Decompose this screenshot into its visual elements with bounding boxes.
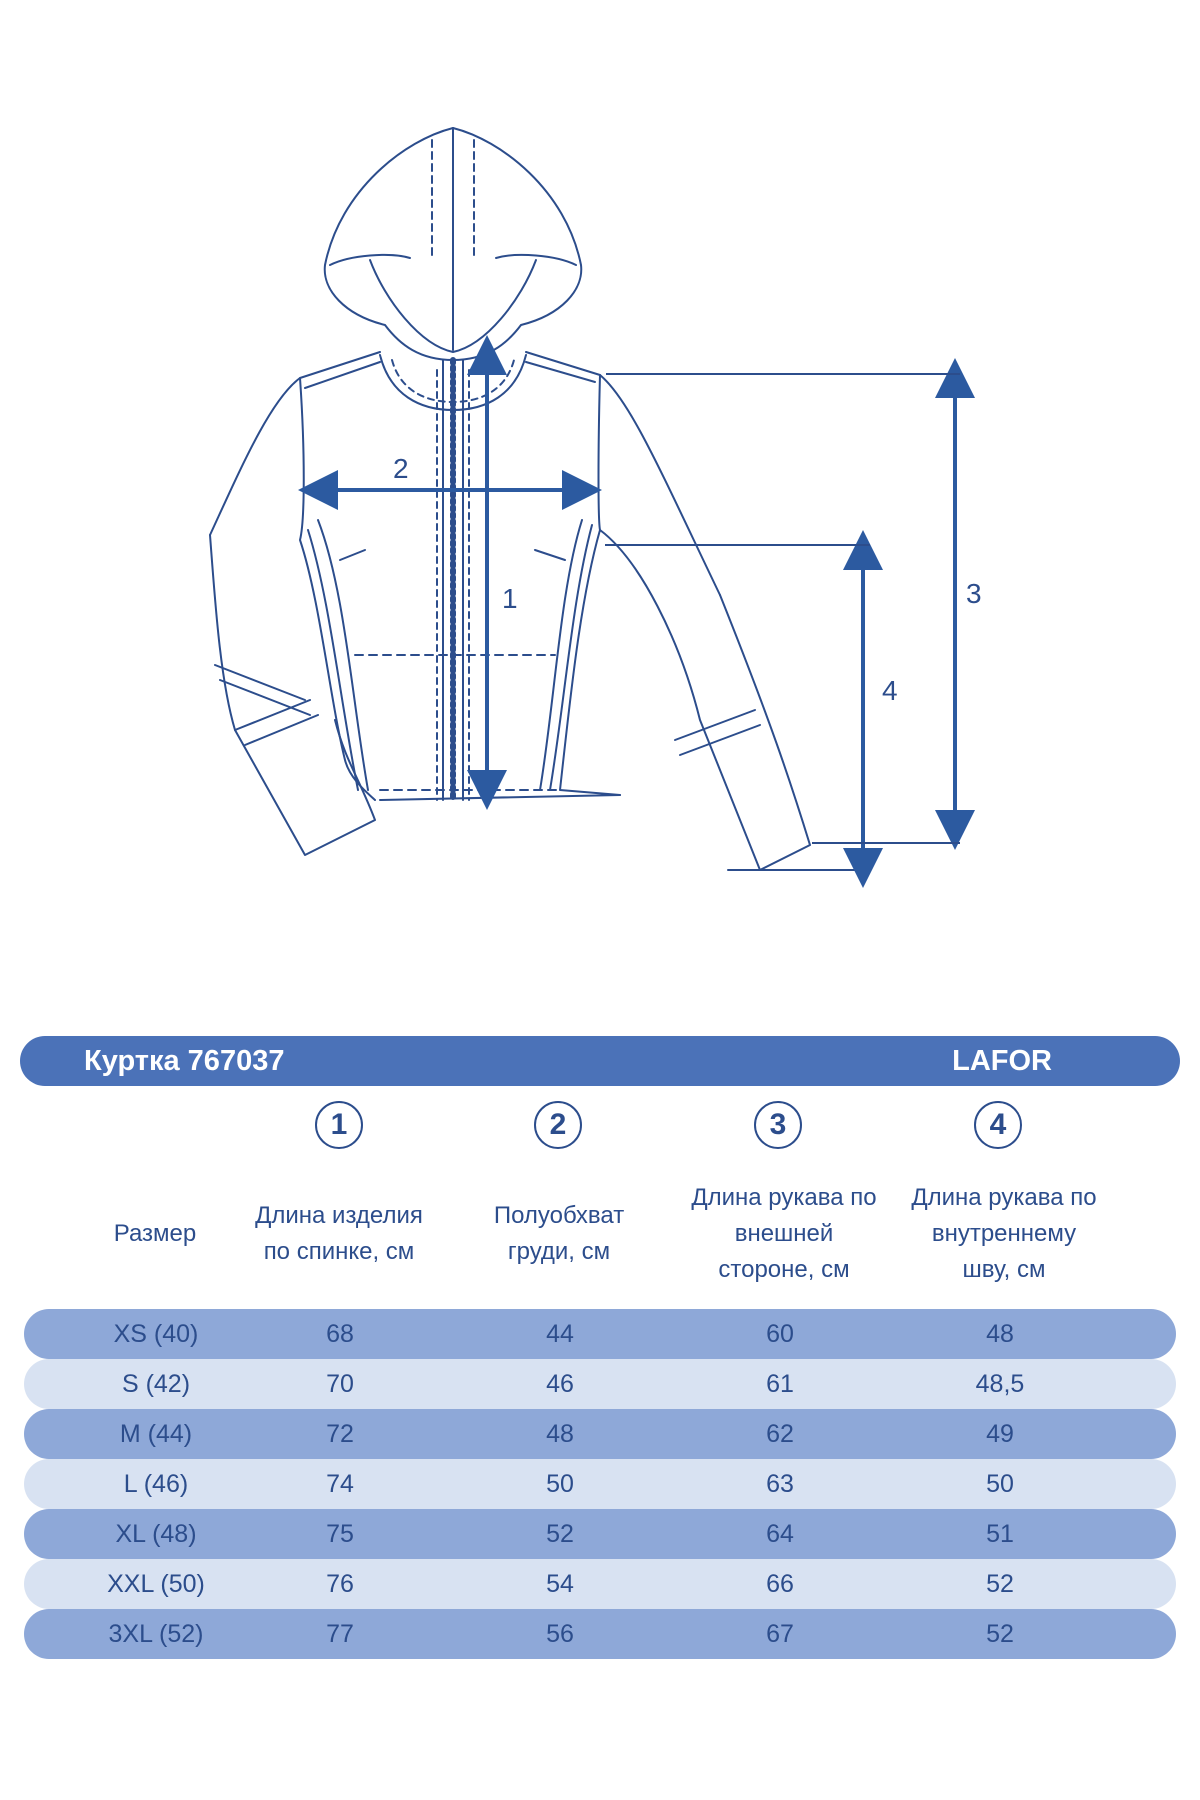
header-inner-sleeve: Длина рукава по внутреннему шву, см — [911, 1184, 1097, 1283]
half-chest-cell: 46 — [546, 1370, 574, 1398]
outer-sleeve-cell: 62 — [766, 1420, 794, 1448]
inner-sleeve-cell: 52 — [986, 1570, 1014, 1598]
outer-sleeve-cell: 63 — [766, 1470, 794, 1498]
size-cell: S (42) — [121, 1370, 191, 1398]
outer-sleeve-cell: 64 — [766, 1520, 794, 1548]
size-cell: XXL (50) — [107, 1570, 205, 1598]
dimension-label-4: 4 — [882, 675, 898, 706]
column-number-2: 2 — [534, 1101, 582, 1149]
header-size: Размер — [113, 1220, 197, 1247]
outer-sleeve-cell: 61 — [766, 1370, 794, 1398]
column-number-1: 1 — [315, 1101, 363, 1149]
table-row — [24, 1509, 1176, 1559]
column-number-4: 4 — [974, 1101, 1022, 1149]
inner-sleeve-cell: 51 — [986, 1520, 1014, 1548]
table-row — [24, 1309, 1176, 1359]
table-row — [24, 1559, 1176, 1609]
half-chest-cell: 52 — [546, 1520, 574, 1548]
product-banner — [20, 1036, 1180, 1086]
half-chest-cell: 50 — [546, 1470, 574, 1498]
back-length-cell: 68 — [326, 1320, 354, 1348]
table-row — [24, 1359, 1176, 1409]
back-length-cell: 76 — [326, 1570, 354, 1598]
table-row — [24, 1609, 1176, 1659]
back-length-cell: 75 — [326, 1520, 354, 1548]
half-chest-cell: 44 — [546, 1320, 574, 1348]
outer-sleeve-cell: 66 — [766, 1570, 794, 1598]
half-chest-cell: 56 — [546, 1620, 574, 1648]
size-cell: 3XL (52) — [108, 1620, 204, 1648]
inner-sleeve-cell: 52 — [986, 1620, 1014, 1648]
half-chest-cell: 48 — [546, 1420, 574, 1448]
size-cell: L (46) — [123, 1470, 189, 1498]
inner-sleeve-cell: 48,5 — [975, 1370, 1025, 1398]
header-half-chest: Полуобхват груди, см — [493, 1202, 625, 1265]
outer-sleeve-cell: 60 — [766, 1320, 794, 1348]
back-length-cell: 77 — [326, 1620, 354, 1648]
dimension-label-1: 1 — [502, 583, 518, 614]
header-outer-sleeve: Длина рукава по внешней стороне, см — [691, 1184, 877, 1283]
back-length-cell: 74 — [326, 1470, 354, 1498]
back-length-cell: 72 — [326, 1420, 354, 1448]
back-length-cell: 70 — [326, 1370, 354, 1398]
size-table — [24, 1309, 1176, 1659]
product-title: Куртка 767037 — [84, 1045, 285, 1077]
inner-sleeve-cell: 48 — [986, 1320, 1014, 1348]
size-cell: XL (48) — [115, 1520, 197, 1548]
dimension-label-2: 2 — [393, 453, 409, 484]
outer-sleeve-cell: 67 — [766, 1620, 794, 1648]
inner-sleeve-cell: 50 — [986, 1470, 1014, 1498]
column-number-3: 3 — [754, 1101, 802, 1149]
table-row — [24, 1409, 1176, 1459]
size-cell: M (44) — [119, 1420, 193, 1448]
dimension-label-3: 3 — [966, 578, 982, 609]
size-cell: XS (40) — [113, 1320, 199, 1348]
inner-sleeve-cell: 49 — [986, 1420, 1014, 1448]
half-chest-cell: 54 — [546, 1570, 574, 1598]
header-back-length: Длина изделия по спинке, см — [255, 1202, 423, 1265]
table-row — [24, 1459, 1176, 1509]
brand-name: LAFOR — [952, 1045, 1052, 1077]
